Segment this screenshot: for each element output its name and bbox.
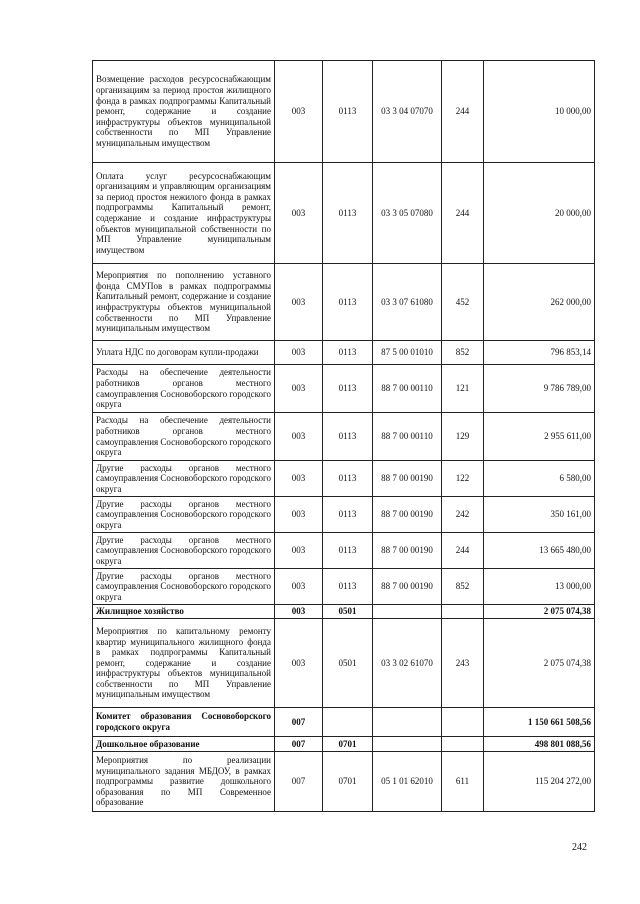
table-row: [93, 461, 595, 497]
row-section: 0113: [323, 461, 373, 497]
row-name: Дошкольное образование: [93, 737, 275, 752]
table-row: [93, 413, 595, 461]
row-amount: 13 000,00: [484, 569, 595, 605]
row-section: 0701: [323, 752, 373, 812]
row-name: Мероприятия по капитальному ремонту квартир муниципального жилищного фонда в рамках подпрограммы Капитальный ремонт, содержание и создание инфраструктуры объектов муниципальной собственности по МП Управление муниципальным имуществом: [93, 619, 275, 708]
row-amount: 115 204 272,00: [484, 752, 595, 812]
row-expense-type: 129: [442, 413, 484, 461]
row-name: Другие расходы органов местного самоуправления Сосновоборского городского округа: [93, 461, 275, 497]
row-expense-type: 611: [442, 752, 484, 812]
row-amount: 2 075 074,38: [484, 619, 595, 708]
row-amount: 350 161,00: [484, 497, 595, 533]
row-amount: 2 075 074,38: [484, 605, 595, 619]
row-name: Возмещение расходов ресурсоснабжающим организациям за период простоя жилищного фонда в рамках подпрограммы Капитальный ремонт, содержание и создание инфраструктуры объектов муниципальной собственности по МП Управление муниципальным имуществом: [93, 61, 275, 163]
row-expense-type: 244: [442, 61, 484, 163]
row-amount: 2 955 611,00: [484, 413, 595, 461]
table-row: [93, 737, 595, 752]
row-name: Мероприятия по реализации муниципального задания МБДОУ, в рамках подпрограммы развитие дошкольного образования по МП Современное образование: [93, 752, 275, 812]
row-code: 003: [275, 341, 323, 365]
row-expense-type: [442, 605, 484, 619]
row-expense-type: 244: [442, 533, 484, 569]
row-amount: 9 786 789,00: [484, 365, 595, 413]
row-amount: 1 150 661 508,56: [484, 708, 595, 737]
row-section: 0113: [323, 533, 373, 569]
row-target-code: 87 5 00 01010: [373, 341, 442, 365]
row-code: 003: [275, 619, 323, 708]
row-code: 003: [275, 61, 323, 163]
row-section: 0113: [323, 264, 373, 341]
row-amount: 796 853,14: [484, 341, 595, 365]
row-expense-type: 122: [442, 461, 484, 497]
table-row: [93, 619, 595, 708]
table-row: [93, 708, 595, 737]
row-expense-type: [442, 737, 484, 752]
row-amount: 6 580,00: [484, 461, 595, 497]
row-section: 0113: [323, 365, 373, 413]
row-expense-type: 242: [442, 497, 484, 533]
row-section: 0113: [323, 163, 373, 264]
row-code: 003: [275, 497, 323, 533]
row-code: 003: [275, 365, 323, 413]
row-code: 007: [275, 752, 323, 812]
table-row: [93, 533, 595, 569]
row-amount: 262 000,00: [484, 264, 595, 341]
row-name: Другие расходы органов местного самоуправления Сосновоборского городского округа: [93, 533, 275, 569]
table-row: [93, 61, 595, 163]
row-code: 007: [275, 737, 323, 752]
row-name: Расходы на обеспечение деятельности работников органов местного самоуправления Сосновоборского городского округа: [93, 413, 275, 461]
row-name: Оплата услуг ресурсоснабжающим организациям и управляющим организациям за период простоя нежилого фонда в рамках подпрограммы Капитальный ремонт, содержание и создание инфраструктуры объектов муниципальной собственности по МП Управление муниципальным имуществом: [93, 163, 275, 264]
row-expense-type: 244: [442, 163, 484, 264]
row-target-code: 88 7 00 00110: [373, 413, 442, 461]
row-name: Другие расходы органов местного самоуправления Сосновоборского городского округа: [93, 569, 275, 605]
row-code: 003: [275, 163, 323, 264]
row-target-code: 03 3 02 61070: [373, 619, 442, 708]
table-row: [93, 569, 595, 605]
row-code: 003: [275, 533, 323, 569]
row-target-code: 88 7 00 00190: [373, 497, 442, 533]
row-section: 0501: [323, 619, 373, 708]
row-code: 003: [275, 413, 323, 461]
row-expense-type: 852: [442, 341, 484, 365]
row-target-code: 03 3 07 61080: [373, 264, 442, 341]
row-name: Жилищное хозяйство: [93, 605, 275, 619]
row-target-code: 88 7 00 00190: [373, 461, 442, 497]
row-code: 003: [275, 264, 323, 341]
row-section: 0113: [323, 413, 373, 461]
row-target-code: 88 7 00 00190: [373, 569, 442, 605]
row-code: 003: [275, 569, 323, 605]
row-target-code: 03 3 04 07070: [373, 61, 442, 163]
row-name: Другие расходы органов местного самоуправления Сосновоборского городского округа: [93, 497, 275, 533]
row-target-code: [373, 605, 442, 619]
row-target-code: 03 3 05 07080: [373, 163, 442, 264]
row-section: 0501: [323, 605, 373, 619]
row-section: 0701: [323, 737, 373, 752]
row-name: Расходы на обеспечение деятельности работников органов местного самоуправления Сосновоборского городского округа: [93, 365, 275, 413]
table-row: [93, 341, 595, 365]
row-target-code: 05 1 01 62010: [373, 752, 442, 812]
row-amount: 10 000,00: [484, 61, 595, 163]
row-amount: 498 801 088,56: [484, 737, 595, 752]
table-row: [93, 497, 595, 533]
row-code: 007: [275, 708, 323, 737]
row-code: 003: [275, 605, 323, 619]
table-row: [93, 752, 595, 812]
table-row: [93, 163, 595, 264]
budget-table: [92, 60, 595, 812]
row-section: 0113: [323, 497, 373, 533]
row-amount: 20 000,00: [484, 163, 595, 264]
table-row: [93, 365, 595, 413]
row-section: 0113: [323, 61, 373, 163]
row-name: Мероприятия по пополнению уставного фонда СМУПов в рамках подпрограммы Капитальный ремонт, содержание и создание инфраструктуры объектов муниципальной собственности по МП Управление муниципальным имуществом: [93, 264, 275, 341]
row-target-code: 88 7 00 00190: [373, 533, 442, 569]
row-section: 0113: [323, 341, 373, 365]
row-target-code: 88 7 00 00110: [373, 365, 442, 413]
table-row: [93, 264, 595, 341]
row-expense-type: 452: [442, 264, 484, 341]
table-row: [93, 605, 595, 619]
row-target-code: [373, 737, 442, 752]
row-code: 003: [275, 461, 323, 497]
row-expense-type: 243: [442, 619, 484, 708]
row-name: Уплата НДС по договорам купли-продажи: [93, 341, 275, 365]
row-section: [323, 708, 373, 737]
row-expense-type: 852: [442, 569, 484, 605]
row-name: Комитет образования Сосновоборского городского округа: [93, 708, 275, 737]
row-target-code: [373, 708, 442, 737]
row-amount: 13 665 480,00: [484, 533, 595, 569]
row-expense-type: 121: [442, 365, 484, 413]
row-expense-type: [442, 708, 484, 737]
page-number: 242: [572, 842, 587, 853]
row-section: 0113: [323, 569, 373, 605]
